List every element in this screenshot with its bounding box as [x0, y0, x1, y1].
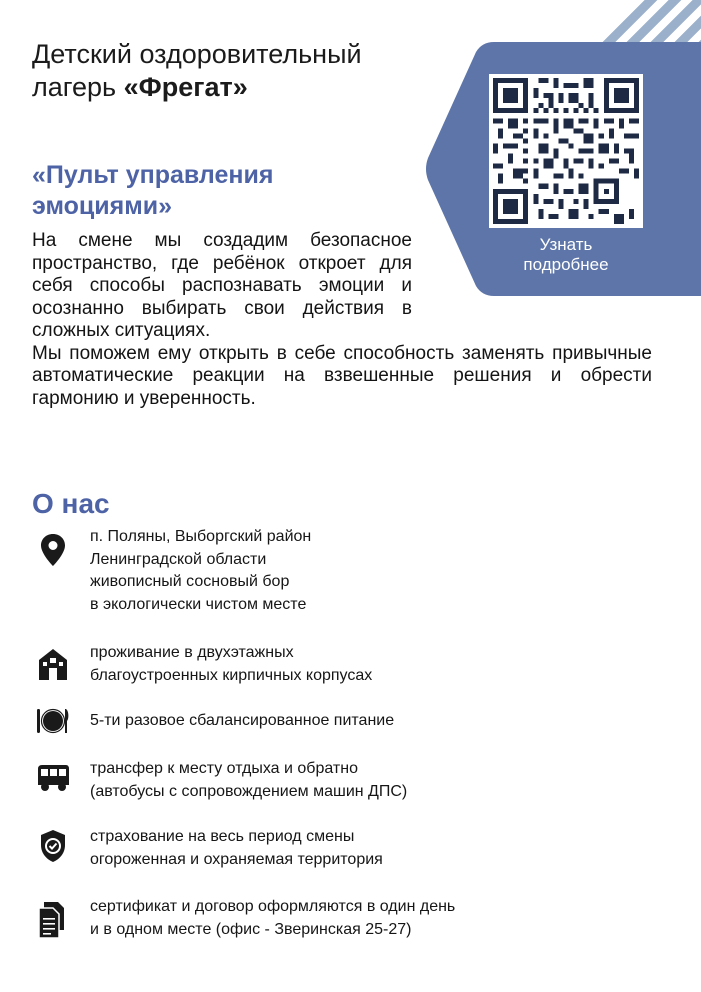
about-item-line: благоустроенных кирпичных корпусах: [90, 666, 373, 684]
about-item-text: [90, 642, 630, 687]
qr-caption-line1: Узнать: [539, 235, 593, 254]
qr-caption-line2: подробнее: [523, 255, 609, 274]
program-paragraph-2: Мы поможем ему открыть в себе способность заменять привычные автоматические реакции на взвешенные решения и обрести гармонию и уверенность.: [32, 342, 652, 409]
program-title-line2: эмоциями»: [32, 192, 173, 220]
program-title: [32, 160, 392, 222]
camp-title: [32, 38, 472, 104]
program-description: [32, 230, 652, 410]
qr-code[interactable]: [489, 74, 643, 228]
about-title: О нас: [32, 488, 110, 519]
shield-check-icon: [36, 828, 70, 864]
about-item-text: [90, 758, 630, 803]
about-item-line: (автобусы с сопровождением машин ДПС): [90, 782, 408, 800]
about-item-line: проживание в двухэтажных: [90, 644, 294, 661]
plate-cutlery-icon: [36, 703, 70, 739]
program-paragraph-1: На смене мы создадим безопасное пространство, где ребёнок откроет для себя способы распознавать эмоции и осознанно выбирать свои действия в сложных ситуациях.: [32, 230, 412, 341]
camp-title-line1: Детский оздоровительный: [32, 39, 362, 69]
about-item-text: [90, 526, 630, 616]
about-item-line: живописный сосновый бор: [90, 573, 290, 590]
about-item-line: в экологически чистом месте: [90, 595, 307, 613]
about-item-text: [90, 710, 630, 733]
camp-name: «Фрегат»: [123, 72, 248, 102]
about-item-text: [90, 896, 630, 941]
about-item-line: и в одном месте (офис - Зверинская 25-27): [90, 920, 412, 938]
location-pin-icon: [36, 532, 70, 568]
about-item-line: трансфер к месту отдыха и обратно: [90, 760, 358, 777]
bus-icon: [36, 761, 70, 797]
about-item-line: Ленинградской области: [90, 550, 267, 568]
about-item-line: п. Поляны, Выборгский район: [90, 528, 312, 545]
about-item-line: огороженная и охраняемая территория: [90, 850, 383, 868]
documents-icon: [36, 902, 70, 938]
house-icon: [36, 646, 70, 682]
camp-title-line2: [32, 71, 472, 104]
about-item-text: [90, 826, 630, 871]
about-item-line: сертификат и договор оформляются в один день: [90, 898, 456, 915]
camp-title-prefix: лагерь: [32, 72, 124, 102]
about-item-line: страхование на весь период смены: [90, 828, 355, 845]
about-item-line: 5-ти разовое сбалансированное питание: [90, 712, 395, 729]
program-title-line1: «Пульт управления: [32, 161, 274, 189]
